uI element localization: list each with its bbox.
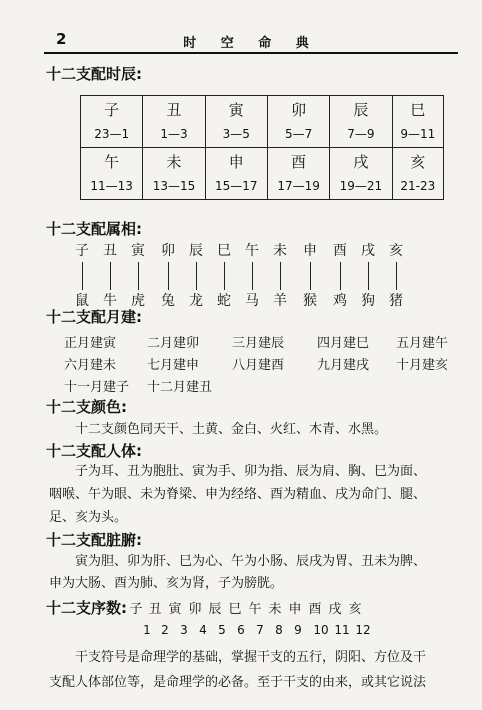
page-number: 2 xyxy=(56,30,67,48)
month-item: 四月建巳 xyxy=(317,336,370,351)
order-branch: 午 xyxy=(248,602,262,617)
connector-line xyxy=(252,262,253,290)
month-item: 七月建申 xyxy=(147,358,200,373)
zodiac-item: 卯 兔 xyxy=(161,243,175,309)
month-item: 五月建午 xyxy=(396,336,449,351)
order-number: 12 xyxy=(355,623,371,637)
zodiac-item: 亥 猪 xyxy=(389,243,403,309)
running-header xyxy=(44,30,458,54)
zodiac-item: 寅 虎 xyxy=(131,243,145,309)
zodiac-item: 午 马 xyxy=(245,243,259,309)
table-cell: 未 13—15 xyxy=(143,148,205,200)
connector-line xyxy=(168,262,169,290)
order-number: 10 xyxy=(313,623,329,637)
zodiac-item: 辰 龙 xyxy=(189,243,203,309)
organs-text-line: 寅为胆、卯为肝、巳为心、午为小肠、辰戌为胃、丑未为脾、 xyxy=(75,554,427,569)
order-number: 2 xyxy=(161,623,169,637)
order-branch: 未 xyxy=(268,602,282,617)
branch-hours-table xyxy=(80,95,444,200)
organs-text-line: 申为大肠、酉为肺、亥为肾，子为膀胱。 xyxy=(49,576,284,591)
body-text-line: 足、亥为头。 xyxy=(49,510,128,525)
order-branch: 申 xyxy=(288,602,302,617)
order-branch: 酉 xyxy=(308,602,322,617)
order-branch: 丑 xyxy=(148,602,162,617)
heading-hours: 十二支配时辰: xyxy=(46,65,143,83)
order-number: 11 xyxy=(334,623,350,637)
zodiac-item: 戌 狗 xyxy=(361,243,375,309)
order-number: 6 xyxy=(237,623,245,637)
table-cell: 卯 5—7 xyxy=(267,96,329,148)
table-cell: 午 11—13 xyxy=(81,148,143,200)
month-item: 十二月建丑 xyxy=(147,380,213,395)
table-cell: 寅 3—5 xyxy=(205,96,267,148)
order-number: 9 xyxy=(294,623,302,637)
order-number: 1 xyxy=(143,623,151,637)
heading-months: 十二支配月建: xyxy=(46,308,143,326)
paragraph-line: 干支符号是命理学的基础，掌握干支的五行，阴阳、方位及干 xyxy=(75,650,427,665)
month-item: 十月建亥 xyxy=(396,358,449,373)
order-branch: 亥 xyxy=(348,602,362,617)
zodiac-item: 丑 牛 xyxy=(103,243,117,309)
table-cell: 戌 19—21 xyxy=(330,148,392,200)
order-number: 3 xyxy=(180,623,188,637)
heading-order: 十二支序数: xyxy=(46,599,128,617)
month-item: 九月建戌 xyxy=(317,358,370,373)
zodiac-item: 未 羊 xyxy=(273,243,287,309)
order-number: 8 xyxy=(275,623,283,637)
order-branch: 巳 xyxy=(228,602,242,617)
order-branch: 子 xyxy=(129,602,143,617)
zodiac-item: 子 鼠 xyxy=(75,243,89,309)
connector-line xyxy=(368,262,369,290)
connector-line xyxy=(82,262,83,290)
table-cell: 辰 7—9 xyxy=(330,96,392,148)
month-item: 八月建酉 xyxy=(232,358,285,373)
colors-text: 十二支颜色同天干、土黄、金白、火红、木青、水黑。 xyxy=(75,422,388,437)
month-item: 三月建辰 xyxy=(232,336,285,351)
month-item: 六月建未 xyxy=(64,358,117,373)
table-cell: 申 15—17 xyxy=(205,148,267,200)
order-branch: 戌 xyxy=(328,602,342,617)
body-text-line: 咽喉、午为眼、未为脊梁、申为经络、酉为精血、戌为命门、腿、 xyxy=(49,487,427,502)
book-title: 时 空 命 典 xyxy=(183,36,319,51)
table-row xyxy=(81,148,444,200)
heading-organs: 十二支配脏腑: xyxy=(46,531,143,549)
order-branch: 卯 xyxy=(188,602,202,617)
table-row xyxy=(81,96,444,148)
heading-body: 十二支配人体: xyxy=(46,442,143,460)
connector-line xyxy=(110,262,111,290)
order-number: 4 xyxy=(199,623,207,637)
heading-colors: 十二支颜色: xyxy=(46,398,128,416)
month-item: 十一月建子 xyxy=(64,380,130,395)
connector-line xyxy=(280,262,281,290)
order-number: 7 xyxy=(256,623,264,637)
paragraph-line: 支配人体部位等，是命理学的必备。至于干支的由来，或其它说法 xyxy=(49,675,427,690)
table-cell: 巳 9—11 xyxy=(392,96,443,148)
month-item: 二月建卯 xyxy=(147,336,200,351)
table-cell: 亥 21-23 xyxy=(392,148,443,200)
order-branch: 寅 xyxy=(168,602,182,617)
order-branch: 辰 xyxy=(208,602,222,617)
connector-line xyxy=(396,262,397,290)
connector-line xyxy=(224,262,225,290)
heading-zodiac: 十二支配属相: xyxy=(46,220,143,238)
table-cell: 丑 1—3 xyxy=(143,96,205,148)
table-cell: 子 23—1 xyxy=(81,96,143,148)
zodiac-item: 巳 蛇 xyxy=(217,243,231,309)
order-number: 5 xyxy=(218,623,226,637)
connector-line xyxy=(138,262,139,290)
body-text-line: 子为耳、丑为胞肚、寅为手、卯为指、辰为肩、胸、巳为面、 xyxy=(75,464,427,479)
zodiac-item: 酉 鸡 xyxy=(333,243,347,309)
connector-line xyxy=(340,262,341,290)
connector-line xyxy=(310,262,311,290)
zodiac-item: 申 猴 xyxy=(303,243,317,309)
connector-line xyxy=(196,262,197,290)
month-item: 正月建寅 xyxy=(64,336,117,351)
table-cell: 酉 17—19 xyxy=(267,148,329,200)
